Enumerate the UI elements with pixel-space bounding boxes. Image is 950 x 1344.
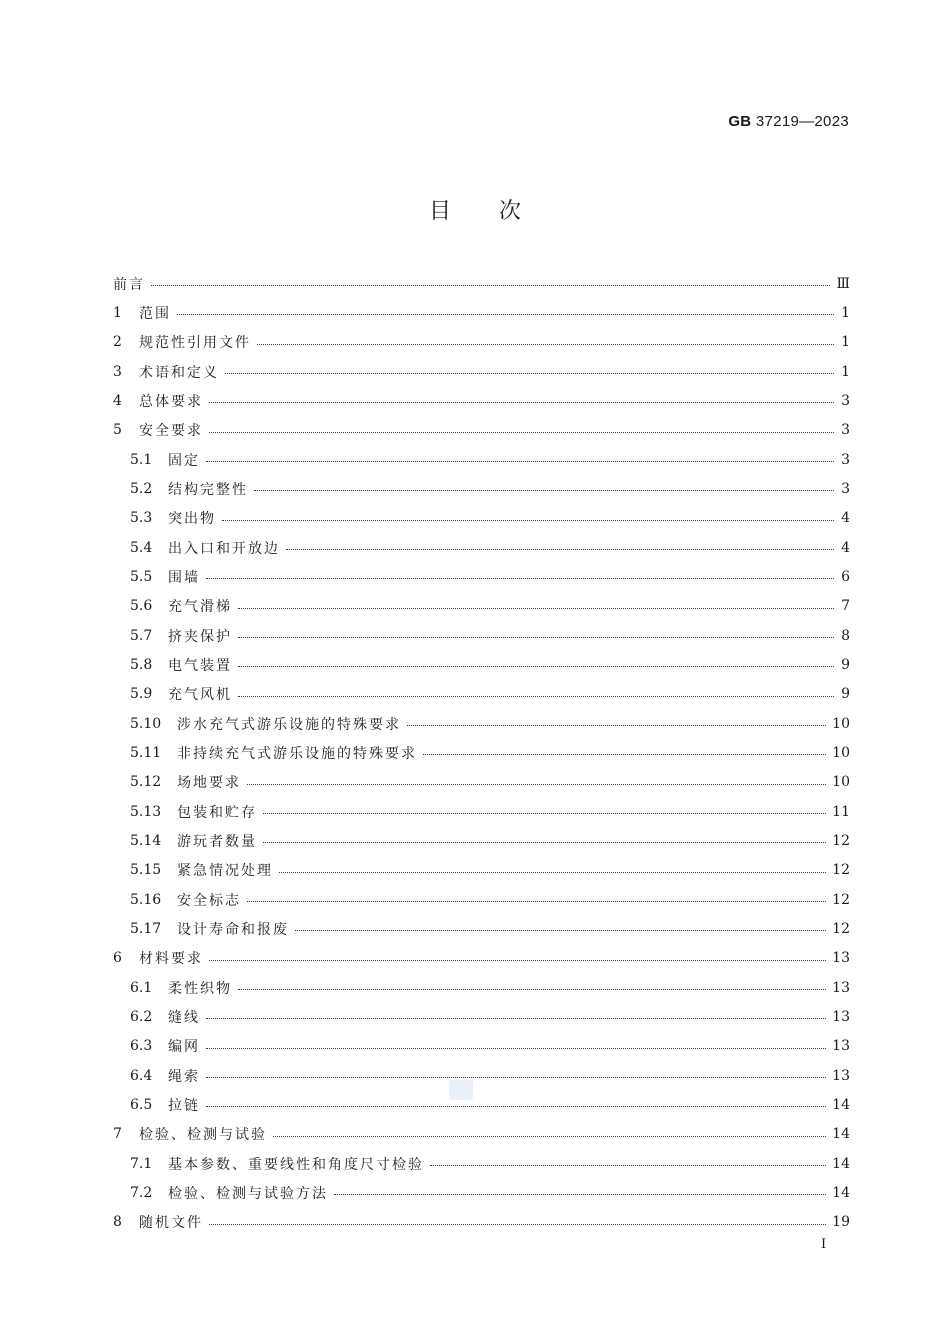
toc-entry[interactable] xyxy=(113,445,850,474)
toc-entry-page: 10 xyxy=(832,715,850,732)
toc-entry[interactable] xyxy=(113,1032,850,1061)
toc-leader-dots xyxy=(263,813,826,814)
toc-entry-number: 4 xyxy=(113,392,122,409)
toc-entry[interactable] xyxy=(113,1149,850,1178)
toc-entry-number: 2 xyxy=(113,334,122,351)
toc-entry-page: Ⅲ xyxy=(836,275,850,292)
toc-entry-label: 设计寿命和报废 xyxy=(177,921,289,938)
toc-entry[interactable] xyxy=(113,386,850,415)
toc-entry-page: 12 xyxy=(832,832,850,849)
table-of-contents xyxy=(113,269,850,1237)
toc-entry-page: 12 xyxy=(832,862,850,879)
toc-entry-label: 电气装置 xyxy=(168,657,232,674)
toc-entry-page: 12 xyxy=(832,920,850,937)
toc-entry-label: 材料要求 xyxy=(139,951,203,968)
toc-entry-page: 14 xyxy=(832,1184,850,1201)
toc-leader-dots xyxy=(334,1194,826,1195)
toc-entry-number: 5.2 xyxy=(130,480,153,497)
toc-entry[interactable] xyxy=(113,944,850,973)
standard-code xyxy=(728,113,849,130)
toc-entry[interactable] xyxy=(113,416,850,445)
toc-entry-label: 突出物 xyxy=(168,511,216,528)
toc-entry-page: 14 xyxy=(832,1155,850,1172)
toc-entry-page: 1 xyxy=(841,304,850,321)
page-title: 目次 xyxy=(428,199,569,224)
toc-entry-label: 规范性引用文件 xyxy=(139,335,251,352)
toc-entry-label: 充气滑梯 xyxy=(168,599,232,616)
toc-entry-number: 8 xyxy=(113,1214,122,1231)
toc-entry-page: 13 xyxy=(832,950,850,967)
toc-entry-label: 前言 xyxy=(113,276,145,293)
toc-entry[interactable] xyxy=(113,885,850,914)
toc-leader-dots xyxy=(238,666,834,667)
toc-entry[interactable] xyxy=(113,474,850,503)
toc-entry[interactable] xyxy=(113,1002,850,1031)
toc-entry-number: 6.3 xyxy=(130,1038,153,1055)
toc-leader-dots xyxy=(423,754,826,755)
toc-entry-number: 5.15 xyxy=(130,862,162,879)
toc-leader-dots xyxy=(238,637,834,638)
toc-entry[interactable] xyxy=(113,562,850,591)
toc-entry-number: 6 xyxy=(113,950,122,967)
toc-entry-label: 非持续充气式游乐设施的特殊要求 xyxy=(177,745,417,762)
toc-entry-label: 基本参数、重要线性和角度尺寸检验 xyxy=(168,1156,424,1173)
toc-entry[interactable] xyxy=(113,357,850,386)
toc-entry-page: 8 xyxy=(841,627,850,644)
toc-entry-number: 7.2 xyxy=(130,1184,153,1201)
toc-entry-page: 3 xyxy=(841,422,850,439)
toc-entry-page: 3 xyxy=(841,392,850,409)
toc-leader-dots xyxy=(206,1077,826,1078)
toc-leader-dots xyxy=(247,901,826,902)
toc-entry-number: 5.14 xyxy=(130,832,162,849)
toc-entry-number: 7.1 xyxy=(130,1155,153,1172)
page-number: I xyxy=(821,1237,827,1252)
toc-entry[interactable] xyxy=(113,592,850,621)
toc-leader-dots xyxy=(209,960,826,961)
toc-leader-dots xyxy=(257,344,834,345)
toc-entry[interactable] xyxy=(113,680,850,709)
toc-entry[interactable] xyxy=(113,709,850,738)
toc-entry[interactable] xyxy=(113,650,850,679)
toc-entry-label: 固定 xyxy=(168,452,200,469)
toc-entry-number: 5.12 xyxy=(130,774,162,791)
toc-entry-page: 4 xyxy=(841,510,850,527)
toc-entry-label: 挤夹保护 xyxy=(168,628,232,645)
toc-leader-dots xyxy=(254,490,834,491)
toc-entry-label: 包装和贮存 xyxy=(177,804,257,821)
toc-entry-page: 10 xyxy=(832,774,850,791)
toc-entry-number: 5.9 xyxy=(130,686,153,703)
toc-entry-label: 检验、检测与试验方法 xyxy=(168,1185,328,1202)
toc-entry[interactable] xyxy=(113,973,850,1002)
toc-entry-number: 5.16 xyxy=(130,891,162,908)
toc-entry-page: 7 xyxy=(841,598,850,615)
toc-entry-number: 5.8 xyxy=(130,656,153,673)
toc-entry-label: 缝线 xyxy=(168,1009,200,1026)
toc-entry-number: 6.5 xyxy=(130,1096,153,1113)
toc-leader-dots xyxy=(273,1136,826,1137)
toc-entry-page: 1 xyxy=(841,334,850,351)
toc-leader-dots xyxy=(209,402,834,403)
toc-entry-number: 7 xyxy=(113,1126,122,1143)
toc-entry-label: 随机文件 xyxy=(139,1215,203,1232)
toc-entry[interactable] xyxy=(113,504,850,533)
toc-entry[interactable] xyxy=(113,298,850,327)
toc-leader-dots xyxy=(238,608,834,609)
toc-leader-dots xyxy=(247,784,826,785)
toc-leader-dots xyxy=(206,1106,826,1107)
toc-leader-dots xyxy=(238,696,834,697)
toc-entry-label: 围墙 xyxy=(168,569,200,586)
toc-entry-number: 6.2 xyxy=(130,1008,153,1025)
toc-entry[interactable] xyxy=(113,826,850,855)
toc-entry-label: 检验、检测与试验 xyxy=(139,1127,267,1144)
toc-entry-page: 4 xyxy=(841,539,850,556)
toc-entry-page: 10 xyxy=(832,744,850,761)
toc-entry-page: 14 xyxy=(832,1096,850,1113)
toc-entry-number: 5.10 xyxy=(130,715,162,732)
toc-entry-label: 范围 xyxy=(139,305,171,322)
toc-entry-number: 5.3 xyxy=(130,510,153,527)
toc-entry-page: 9 xyxy=(841,656,850,673)
toc-leader-dots xyxy=(206,578,834,579)
toc-entry-label: 编网 xyxy=(168,1039,200,1056)
toc-entry[interactable] xyxy=(113,914,850,943)
toc-entry[interactable] xyxy=(113,768,850,797)
toc-entry-label: 安全要求 xyxy=(139,423,203,440)
toc-leader-dots xyxy=(209,1224,826,1225)
toc-entry-number: 5.6 xyxy=(130,598,153,615)
toc-entry-label: 绳索 xyxy=(168,1068,200,1085)
toc-entry-page: 3 xyxy=(841,451,850,468)
toc-leader-dots xyxy=(286,549,834,550)
toc-entry-label: 结构完整性 xyxy=(168,481,248,498)
toc-entry-number: 5.7 xyxy=(130,627,153,644)
toc-entry-label: 游玩者数量 xyxy=(177,833,257,850)
toc-leader-dots xyxy=(430,1165,826,1166)
toc-entry[interactable] xyxy=(113,533,850,562)
toc-entry-label: 拉链 xyxy=(168,1097,200,1114)
toc-entry[interactable] xyxy=(113,797,850,826)
toc-entry-page: 1 xyxy=(841,363,850,380)
toc-leader-dots xyxy=(177,314,834,315)
toc-entry-page: 13 xyxy=(832,979,850,996)
toc-entry[interactable] xyxy=(113,856,850,885)
toc-entry-label: 场地要求 xyxy=(177,775,241,792)
toc-entry-label: 柔性织物 xyxy=(168,980,232,997)
toc-entry[interactable] xyxy=(113,1120,850,1149)
toc-leader-dots xyxy=(206,1048,826,1049)
toc-leader-dots xyxy=(238,989,826,990)
toc-entry-number: 5.4 xyxy=(130,539,153,556)
toc-leader-dots xyxy=(206,461,834,462)
toc-entry[interactable] xyxy=(113,1090,850,1119)
toc-leader-dots xyxy=(263,842,826,843)
toc-entry-page: 12 xyxy=(832,891,850,908)
standard-number: 37219—2023 xyxy=(755,113,849,130)
toc-entry-number: 1 xyxy=(113,304,122,321)
toc-entry-label: 安全标志 xyxy=(177,892,241,909)
toc-entry-number: 3 xyxy=(113,363,122,380)
toc-entry[interactable] xyxy=(113,1061,850,1090)
toc-entry-number: 6.1 xyxy=(130,979,153,996)
toc-entry[interactable] xyxy=(113,269,850,298)
toc-leader-dots xyxy=(225,373,834,374)
toc-entry-number: 5.11 xyxy=(130,744,162,761)
toc-entry-number: 5.17 xyxy=(130,920,162,937)
toc-entry[interactable] xyxy=(113,738,850,767)
standard-prefix: GB xyxy=(728,113,752,130)
toc-entry-number: 5.5 xyxy=(130,568,153,585)
toc-entry-label: 充气风机 xyxy=(168,687,232,704)
toc-leader-dots xyxy=(279,872,826,873)
toc-entry-page: 3 xyxy=(841,480,850,497)
toc-leader-dots xyxy=(222,520,834,521)
toc-entry-page: 13 xyxy=(832,1067,850,1084)
toc-entry-label: 出入口和开放边 xyxy=(168,540,280,557)
toc-entry-number: 6.4 xyxy=(130,1067,153,1084)
toc-leader-dots xyxy=(407,725,826,726)
toc-entry-label: 紧急情况处理 xyxy=(177,863,273,880)
toc-entry-number: 5.13 xyxy=(130,803,162,820)
toc-leader-dots xyxy=(206,1018,826,1019)
toc-entry[interactable] xyxy=(113,621,850,650)
toc-entry-page: 9 xyxy=(841,686,850,703)
toc-entry-label: 涉水充气式游乐设施的特殊要求 xyxy=(177,716,401,733)
watermark-logo xyxy=(449,1080,473,1100)
toc-entry-page: 6 xyxy=(841,568,850,585)
toc-entry-label: 总体要求 xyxy=(139,393,203,410)
toc-entry-page: 11 xyxy=(832,803,850,820)
toc-entry-page: 13 xyxy=(832,1038,850,1055)
toc-entry[interactable] xyxy=(113,1178,850,1207)
toc-leader-dots xyxy=(209,432,834,433)
toc-entry-number: 5 xyxy=(113,422,122,439)
toc-entry[interactable] xyxy=(113,1208,850,1237)
toc-entry-page: 13 xyxy=(832,1008,850,1025)
toc-entry-page: 19 xyxy=(832,1214,850,1231)
toc-leader-dots xyxy=(295,930,826,931)
toc-entry-page: 14 xyxy=(832,1126,850,1143)
toc-entry-label: 术语和定义 xyxy=(139,364,219,381)
toc-leader-dots xyxy=(151,285,830,286)
toc-entry[interactable] xyxy=(113,328,850,357)
toc-entry-number: 5.1 xyxy=(130,451,153,468)
